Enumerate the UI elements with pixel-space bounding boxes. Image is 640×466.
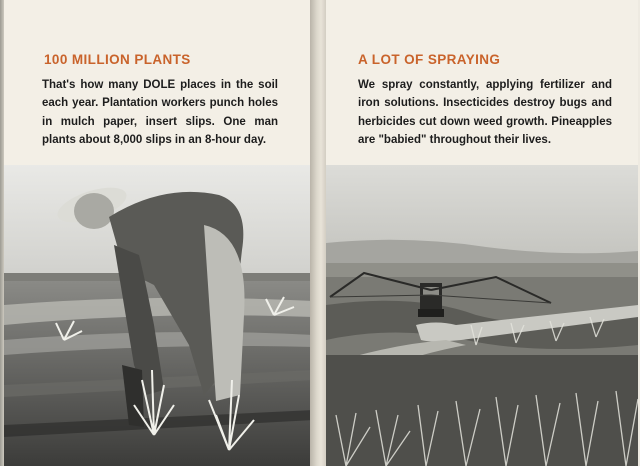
left-headline: 100 MILLION PLANTS — [44, 52, 191, 67]
spray-truck-photo — [326, 165, 638, 466]
left-page — [4, 0, 314, 466]
left-body-text: That's how many DOLE places in the soil each year. Plantation workers punch holes in mulch paper, insert slips. One man plants about 8,000 slips in an 8-hour day. — [42, 79, 278, 147]
worker-planting-pineapple-slips-photo-icon — [4, 165, 314, 466]
worker-planting-photo — [4, 165, 314, 466]
right-body-text: We spray constantly, applying fertilizer and iron solutions. Insecticides destroy bugs and herbicides cut down weed growth. Pineapples are "babied" throughout their lives. — [358, 79, 612, 147]
right-page — [326, 0, 638, 466]
right-headline: A LOT OF SPRAYING — [358, 52, 501, 67]
spray-truck-pineapple-field-photo-icon — [326, 165, 638, 466]
